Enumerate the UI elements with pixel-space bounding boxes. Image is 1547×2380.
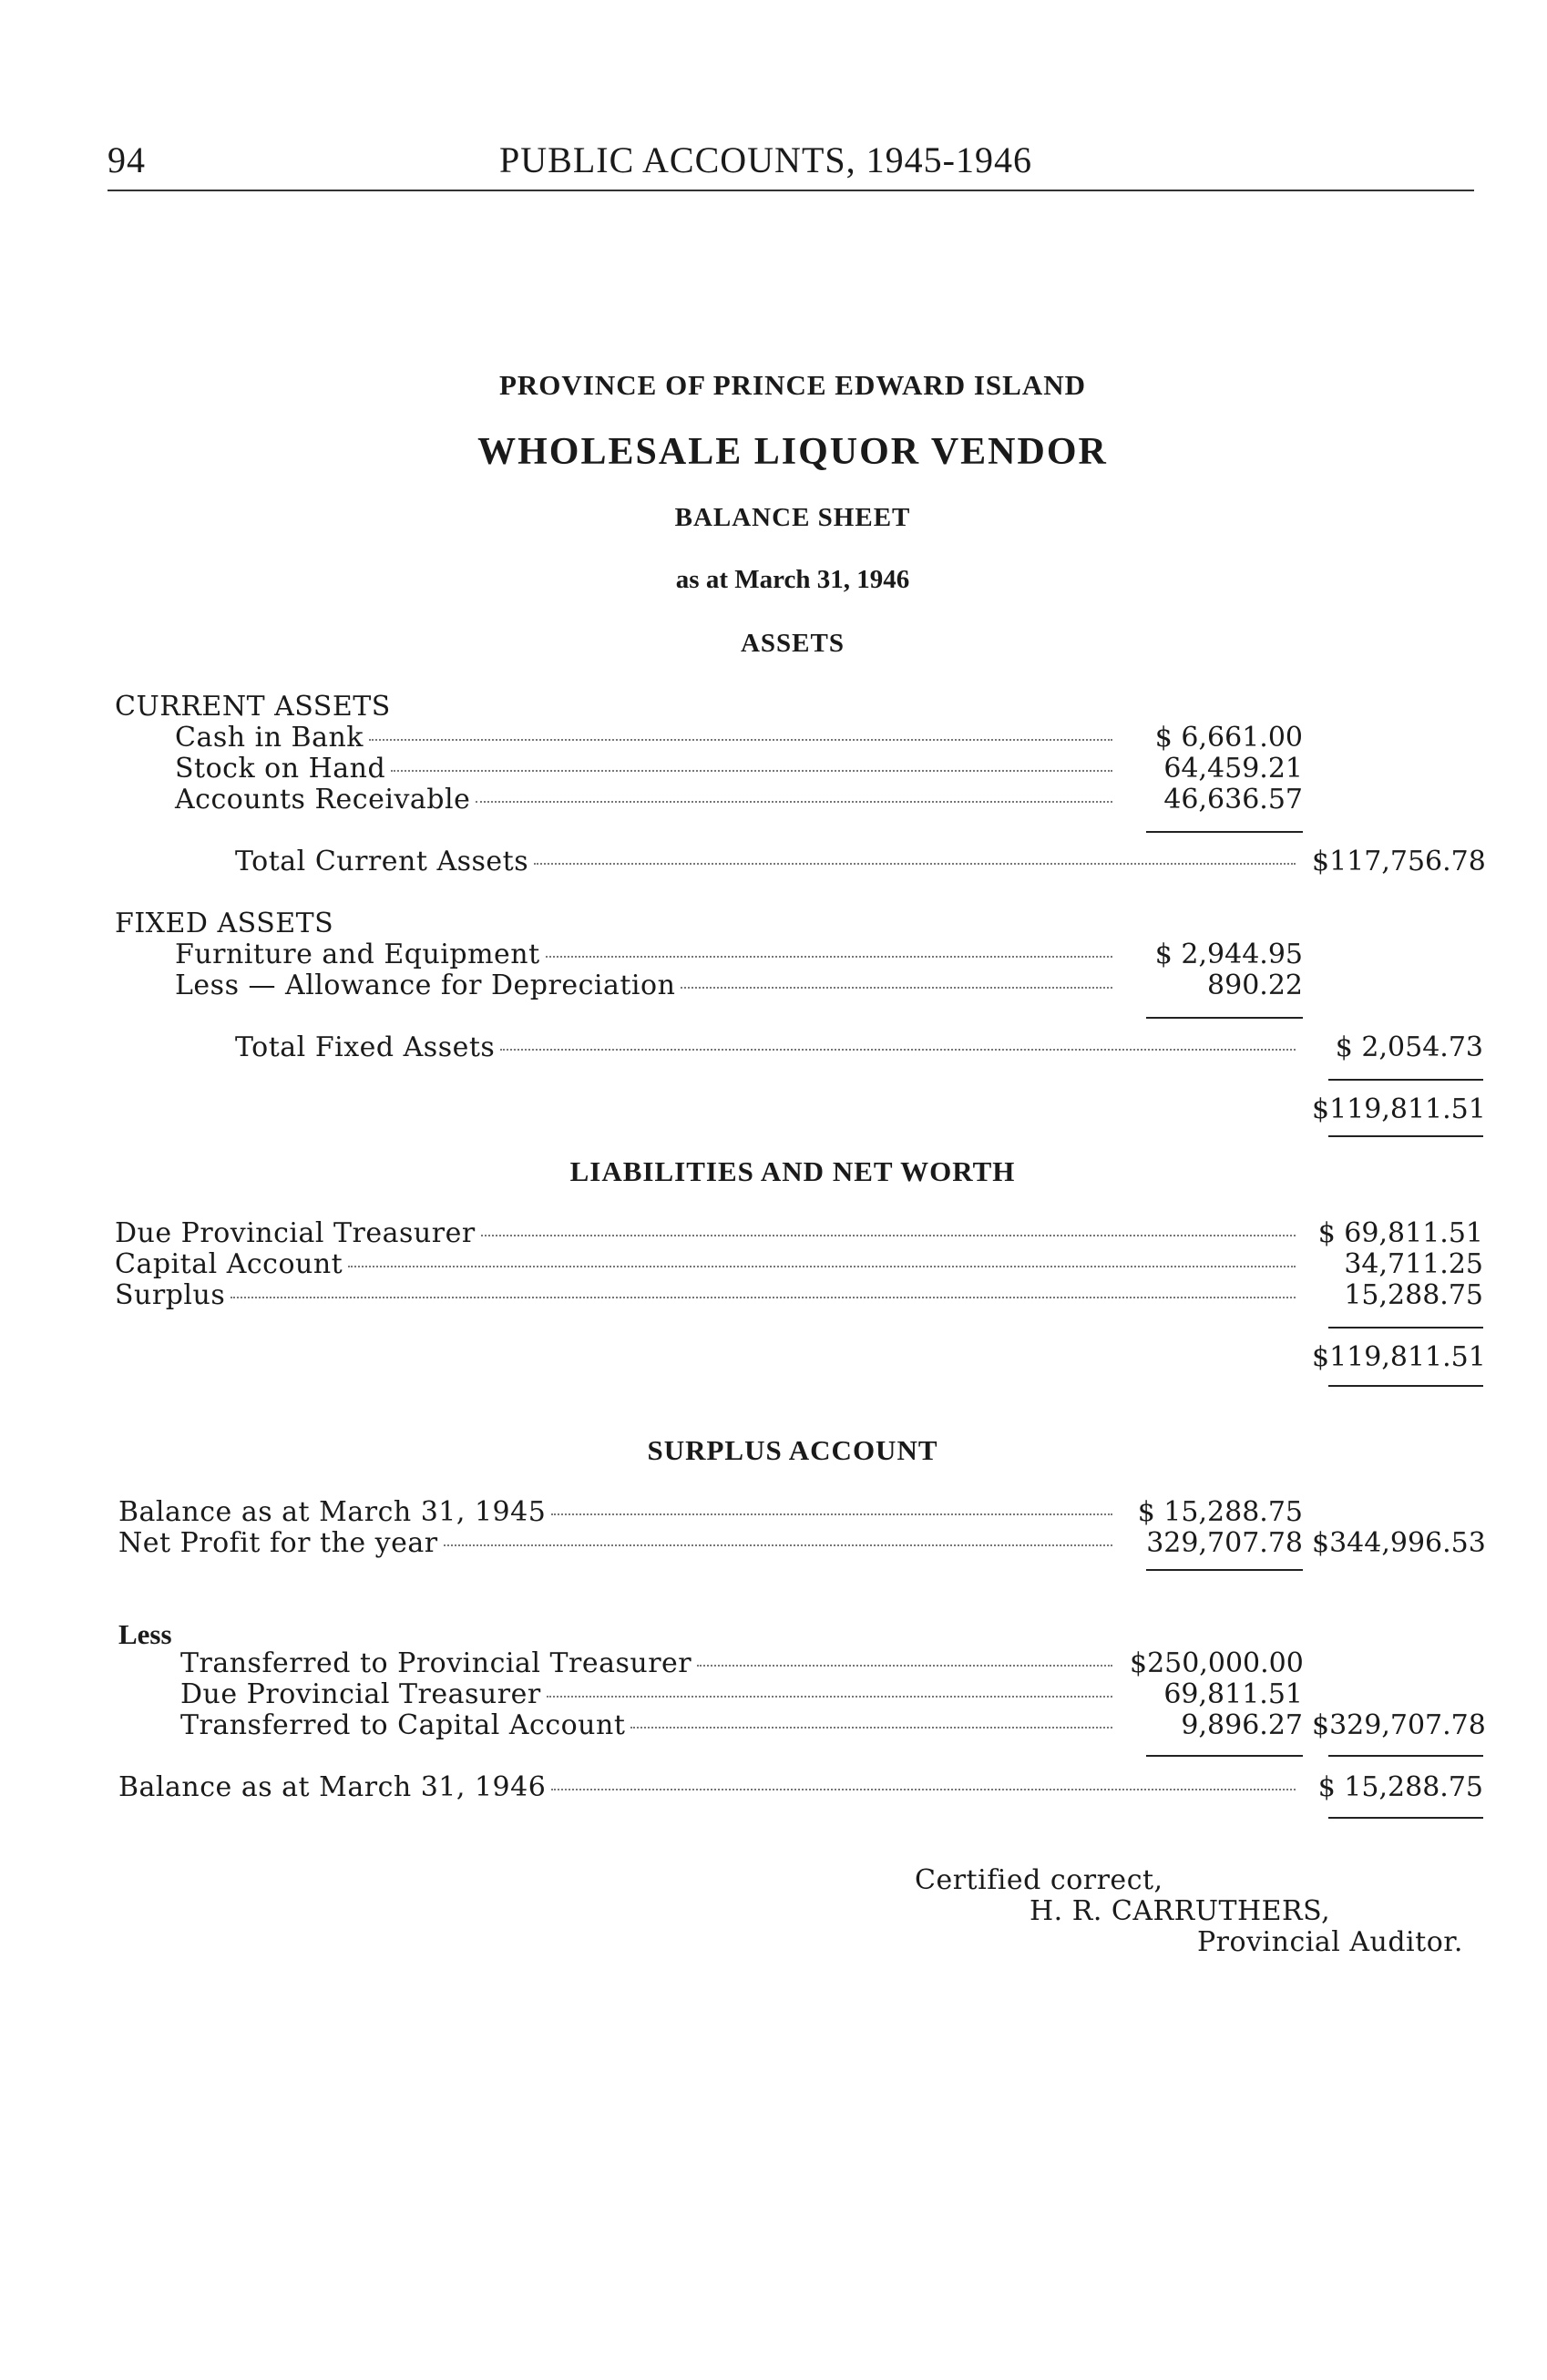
surplus-subtotal: $344,996.53: [1312, 1527, 1486, 1559]
closing-balance-amount: $ 15,288.75: [1317, 1771, 1483, 1803]
current-asset-row: [175, 753, 1118, 784]
total-fixed-assets-amount: $ 2,054.73: [1335, 1031, 1483, 1063]
surplus-row: [118, 1527, 1118, 1558]
signatory-name: H. R. CARRUTHERS,: [1030, 1895, 1331, 1927]
leader-dots: [481, 1234, 1296, 1236]
leader-dots: [444, 1544, 1112, 1546]
total-fixed-assets-row: [235, 1031, 1301, 1062]
row-amount: 890.22: [1207, 969, 1303, 1001]
liability-row: [115, 1248, 1301, 1279]
row-label: Surplus: [115, 1279, 226, 1311]
row-amount: 34,711.25: [1344, 1248, 1483, 1280]
row-label: Total Current Assets: [235, 846, 529, 877]
row-label: Due Provincial Treasurer: [115, 1217, 476, 1249]
row-label: Due Provincial Treasurer: [180, 1678, 541, 1710]
less-row: [180, 1678, 1118, 1709]
province-title: PROVINCE OF PRINCE EDWARD ISLAND: [498, 369, 1086, 401]
row-label: Transferred to Capital Account: [180, 1709, 626, 1741]
signatory-title: Provincial Auditor.: [1197, 1926, 1463, 1958]
entity-title: WHOLESALE LIQUOR VENDOR: [477, 431, 1108, 473]
fixed-asset-row: [175, 939, 1118, 969]
row-amount: 329,707.78: [1146, 1527, 1303, 1559]
row-label: Cash in Bank: [175, 722, 364, 754]
surplus-row: [118, 1496, 1118, 1527]
liabilities-heading: LIABILITIES AND NET WORTH: [569, 1155, 1016, 1187]
row-amount: 64,459.21: [1163, 753, 1303, 785]
row-amount: 69,811.51: [1163, 1678, 1303, 1710]
row-amount: $ 2,944.95: [1154, 939, 1303, 970]
fixed-asset-row: [175, 969, 1118, 1000]
leader-dots: [546, 955, 1112, 958]
row-label: Capital Account: [115, 1248, 343, 1280]
liabilities-total: $119,811.51: [1312, 1341, 1486, 1373]
statement-date: as at March 31, 1946: [675, 565, 910, 594]
row-amount: $ 15,288.75: [1137, 1496, 1303, 1528]
row-amount: 15,288.75: [1344, 1279, 1483, 1311]
assets-heading: ASSETS: [740, 629, 845, 658]
leader-dots: [348, 1265, 1296, 1267]
subtotal-rule: [1146, 831, 1303, 833]
row-label: Stock on Hand: [175, 753, 386, 785]
total-current-assets-row: [235, 846, 1301, 877]
leader-dots: [681, 986, 1112, 989]
total-rule: [1328, 1755, 1483, 1757]
row-amount: 9,896.27: [1181, 1709, 1303, 1741]
row-amount: $ 6,661.00: [1154, 722, 1303, 754]
row-label: Balance as at March 31, 1945: [118, 1496, 547, 1528]
leader-dots: [500, 1048, 1296, 1051]
fixed-assets-heading: FIXED ASSETS: [115, 908, 334, 939]
closing-balance-row: [118, 1771, 1301, 1802]
less-row: [180, 1709, 1118, 1740]
liability-row: [115, 1279, 1301, 1310]
row-label: Net Profit for the year: [118, 1527, 438, 1559]
subtotal-rule: [1146, 1017, 1303, 1019]
less-row: [180, 1647, 1118, 1678]
total-rule: [1328, 1079, 1483, 1081]
current-assets-heading: CURRENT ASSETS: [115, 691, 391, 723]
row-amount: 46,636.57: [1163, 784, 1303, 816]
subtotal-rule: [1146, 1569, 1303, 1571]
header-rule: [108, 190, 1474, 191]
surplus-account-heading: SURPLUS ACCOUNT: [647, 1434, 938, 1466]
page-number: 94: [108, 139, 146, 180]
total-rule: [1328, 1817, 1483, 1819]
row-label: Accounts Receivable: [175, 784, 471, 816]
leader-dots: [551, 1788, 1296, 1790]
certified-line: Certified correct,: [915, 1864, 1163, 1896]
leader-dots: [534, 862, 1296, 865]
leader-dots: [391, 769, 1112, 772]
less-total: $329,707.78: [1312, 1709, 1486, 1741]
current-asset-row: [175, 722, 1118, 753]
row-label: Less — Allowance for Depreciation: [175, 969, 676, 1001]
current-asset-row: [175, 784, 1118, 815]
row-label: Furniture and Equipment: [175, 939, 540, 970]
row-label: Transferred to Provincial Treasurer: [180, 1647, 692, 1679]
leader-dots: [697, 1664, 1112, 1667]
less-label: Less: [118, 1618, 172, 1650]
running-title: PUBLIC ACCOUNTS, 1945-1946: [499, 139, 1032, 180]
leader-dots: [551, 1513, 1112, 1515]
subtotal-rule: [1146, 1755, 1303, 1757]
leader-dots: [231, 1296, 1296, 1298]
liability-row: [115, 1217, 1301, 1248]
total-rule: [1328, 1385, 1483, 1387]
row-amount: $ 69,811.51: [1317, 1217, 1483, 1249]
leader-dots: [547, 1695, 1112, 1698]
statement-title: BALANCE SHEET: [674, 503, 911, 532]
total-current-assets-amount: $117,756.78: [1312, 846, 1486, 877]
leader-dots: [369, 738, 1112, 741]
row-amount: $250,000.00: [1130, 1647, 1304, 1679]
leader-dots: [476, 800, 1112, 803]
total-rule: [1328, 1135, 1483, 1137]
row-label: Total Fixed Assets: [235, 1031, 496, 1063]
total-rule: [1328, 1327, 1483, 1328]
row-label: Balance as at March 31, 1946: [118, 1771, 547, 1803]
total-assets-amount: $119,811.51: [1312, 1093, 1486, 1125]
leader-dots: [630, 1726, 1112, 1729]
